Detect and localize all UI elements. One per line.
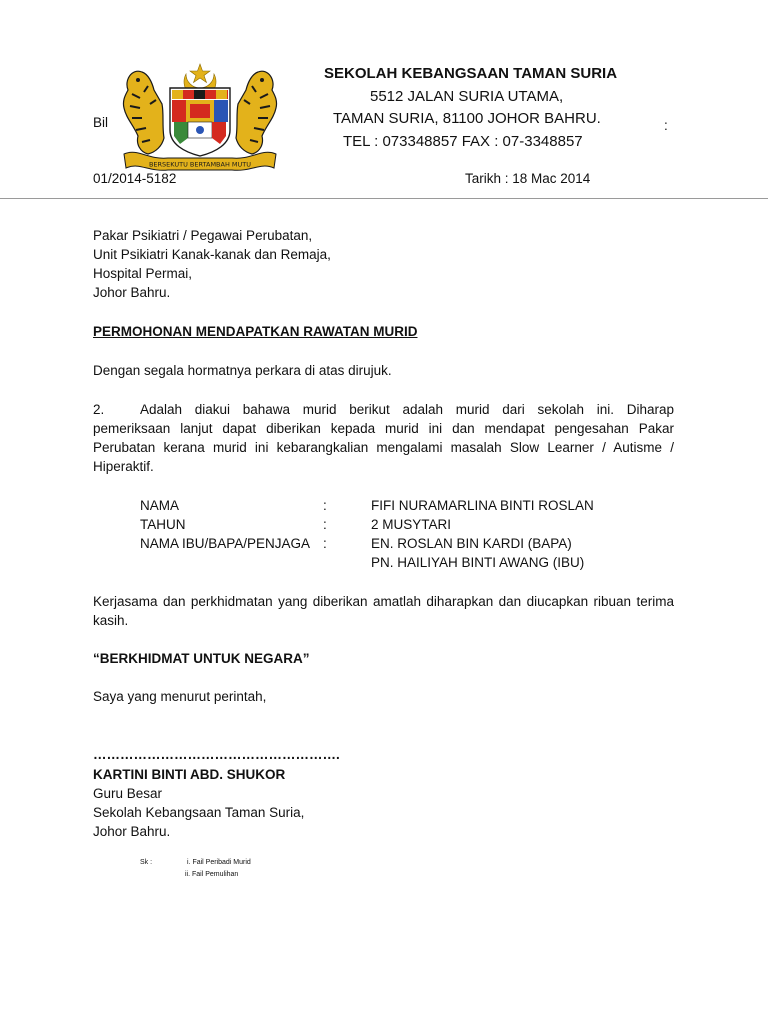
reference-number: 01/2014-5182	[93, 171, 177, 186]
cc-item: ii. Fail Pemulihan	[185, 871, 239, 878]
detail-separator: :	[323, 498, 327, 513]
signatory-name: KARTINI BINTI ABD. SHUKOR	[93, 767, 286, 782]
bil-colon: :	[664, 118, 668, 133]
left-tiger-icon	[123, 71, 164, 154]
detail-label: TAHUN	[140, 517, 186, 532]
body-paragraph-3: Kerjasama dan perkhidmatan yang diberikan amatlah diharapkan dan diucapkan ribuan terima kasih.	[93, 594, 674, 628]
shield-icon	[170, 88, 230, 156]
header-divider	[0, 198, 768, 199]
body-paragraph-1: Dengan segala hormatnya perkara di atas dirujuk.	[93, 363, 392, 378]
signatory-city: Johor Bahru.	[93, 824, 171, 839]
detail-separator: :	[323, 536, 327, 551]
detail-value: FIFI NURAMARLINA BINTI ROSLAN	[371, 498, 594, 513]
detail-value: EN. ROSLAN BIN KARDI (BAPA)	[371, 536, 572, 551]
recipient-line1: Pakar Psikiatri / Pegawai Perubatan,	[93, 228, 313, 243]
detail-value: 2 MUSYTARI	[371, 517, 452, 532]
address-line1: 5512 JALAN SURIA UTAMA,	[370, 88, 564, 105]
bil-label: Bil	[93, 115, 109, 130]
signatory-organization: Sekolah Kebangsaan Taman Suria,	[93, 805, 305, 820]
recipient-line2: Unit Psikiatri Kanak-kanak dan Remaja,	[93, 247, 331, 262]
letter-date: Tarikh : 18 Mac 2014	[465, 171, 591, 186]
body-paragraph-2-rest: pemeriksaan lanjut dapat diberikan kepada murid ini dan mendapat pengesahan Pakar Perubatan kerana murid ini kebarangkalian mengalami masalah Slow Learner / Autisme / Hiperaktif.	[93, 421, 674, 474]
school-name: SEKOLAH KEBANGSAAN TAMAN SURIA	[324, 65, 618, 82]
signature-line: ……………………………………………….	[93, 747, 340, 762]
body-paragraph-2-first-line: Adalah diakui bahawa murid berikut adalah murid dari sekolah ini. Diharap	[140, 402, 674, 417]
body-paragraph-2-number: 2.	[93, 402, 105, 417]
recipient-line3: Hospital Permai,	[93, 266, 193, 281]
signatory-title: Guru Besar	[93, 786, 163, 801]
motto-text: BERSEKUTU BERTAMBAH MUTU	[148, 160, 252, 169]
detail-label: NAMA	[140, 498, 180, 513]
malaysia-coat-of-arms-icon	[118, 60, 282, 172]
letter-subject: PERMOHONAN MENDAPATKAN RAWATAN MURID	[93, 324, 418, 339]
address-line2: TAMAN SURIA, 81100 JOHOR BAHRU.	[333, 110, 601, 127]
detail-separator: :	[323, 517, 327, 532]
right-tiger-icon	[236, 71, 277, 154]
contact-line: TEL : 073348857 FAX : 07-3348857	[343, 133, 583, 150]
detail-label: NAMA IBU/BAPA/PENJAGA	[140, 536, 311, 551]
cc-label: Sk :	[140, 859, 153, 866]
closing-line: Saya yang menurut perintah,	[93, 689, 267, 704]
detail-value: PN. HAILIYAH BINTI AWANG (IBU)	[371, 555, 585, 570]
recipient-line4: Johor Bahru.	[93, 285, 171, 300]
cc-item: i. Fail Peribadi Murid	[187, 859, 251, 866]
service-motto: “BERKHIDMAT UNTUK NEGARA”	[93, 651, 310, 666]
